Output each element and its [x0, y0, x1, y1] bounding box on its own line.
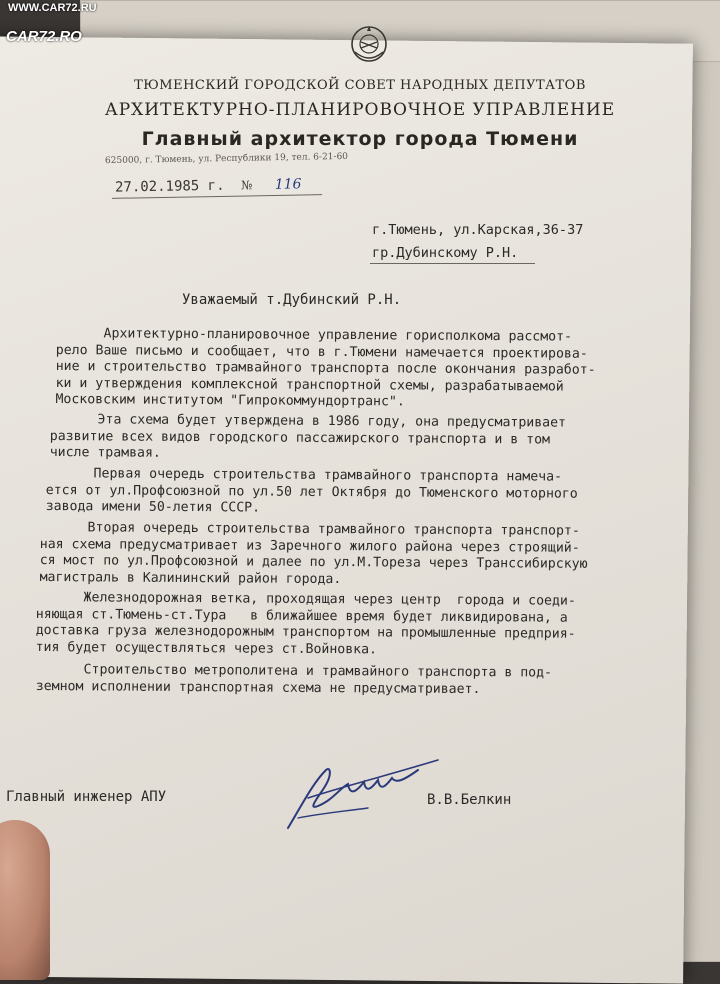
recipient-address: г.Тюмень, ул.Карская,36-37: [372, 222, 584, 238]
signer-name: В.В.Белкин: [427, 792, 512, 808]
thumb: [0, 820, 50, 980]
recipient-underline: [370, 263, 535, 264]
recipient-name: гр.Дубинскому Р.Н.: [372, 245, 519, 261]
letterhead-address: 625000, г. Тюмень, ул. Республики 19, тел. 6-21-60: [104, 151, 349, 167]
greeting: Уважаемый т.Дубинский Р.Н.: [182, 292, 402, 308]
signoff-position: Главный инженер АПУ: [6, 789, 167, 805]
paragraph-1: Архитектурно-планировочное управление горисполкома рассмот- рело Ваше письмо и сообщает, что в г.Тюмени намечается проектирова- ние и строительство трамвайного транспорта после окончания разработ- ки и утверждения комплексной транспортной схемы, разрабатываемой Московским институтом "Гипрокоммундортранс".: [55, 326, 596, 410]
paragraph-2: Эта схема будет утверждена в 1986 году, она предусматривает развитие всех видов городского пассажирского транспорта и в том числе трамвая.: [49, 412, 567, 461]
paragraph-4: Вторая очередь строительства трамвайного транспорта транспорт- ная схема предусматривает из Заречного жилого района через строящий- ся мост по ул.Профсоюзной и далее по ул.М.Тореза через Транссибирскую магистраль в Калининский район города.: [39, 520, 588, 587]
watermark-logo: CAR72.RO: [6, 28, 82, 45]
letter-date: 27.02.1985 г.: [114, 177, 225, 196]
handwritten-signature: [278, 748, 448, 838]
watermark-site: WWW.CAR72.RU: [8, 2, 97, 14]
paragraph-6: Строительство метрополитена и трамвайного транспорта в под- земном исполнении транспортная схема не предусматривает.: [35, 662, 553, 697]
number-label: №: [240, 178, 253, 193]
date-line: [115, 176, 302, 195]
paragraph-5: Железнодорожная ветка, проходящая через центр города и соеди- няющая ст.Тюмень-ст.Тура в ближайшее время будет ликвидирована, а доставка груза железнодорожным транспортом на промышленные предприя- тия будет осуществляться через ст.Войновка.: [35, 590, 576, 657]
letterhead-department: АРХИТЕКТУРНО-ПЛАНИРОВОЧНОЕ УПРАВЛЕНИЕ: [104, 100, 616, 120]
paragraph-3: Первая очередь строительства трамвайного транспорта намеча- ется от ул.Профсоюзной по ул.50 лет Октября до Тюменского моторного завода имени 50-летия СССР.: [45, 466, 578, 516]
coat-of-arms-icon: [345, 22, 393, 66]
letter-number: 116: [274, 176, 302, 193]
letterhead-title: Главный архитектор города Тюмени: [141, 128, 579, 150]
letterhead-council: ТЮМЕНСКИЙ ГОРОДСКОЙ СОВЕТ НАРОДНЫХ ДЕПУТАТОВ: [134, 78, 586, 93]
